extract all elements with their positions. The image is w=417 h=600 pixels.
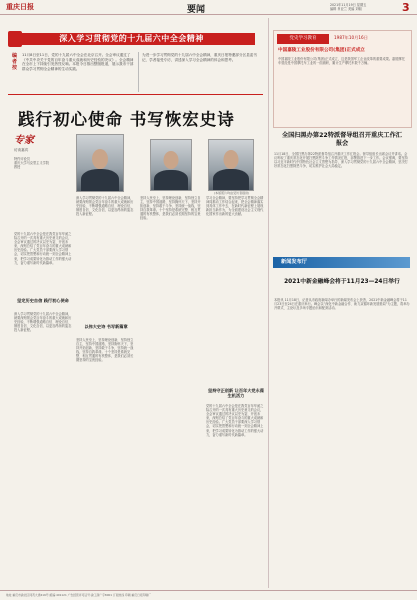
divider bbox=[138, 52, 139, 92]
news-release-bar: 新闻发布厅 bbox=[273, 257, 410, 268]
columnist-bio: 特约评论员 重庆大学马克思主义学院 教授 bbox=[14, 157, 50, 170]
lead-body-right: 为进一步学习贯彻党的十九届六中全会精神，重庆日报特邀部分区县委书记、学者接受专访，讲述深入学习全会精神的体会和思考。 bbox=[142, 53, 257, 62]
history-ad-box bbox=[273, 30, 412, 128]
main-headline: 践行初心使命 书写恢宏史诗 bbox=[18, 110, 235, 129]
story2-headline: 2021中新金融峰会将于11月23—24日举行 bbox=[284, 279, 400, 285]
page-number: 3 bbox=[402, 1, 410, 14]
ad-year: 1987年10月16日 bbox=[334, 35, 368, 40]
article-column-2b: 坚持人民至上，坚持理论创新，坚持独立自主，坚持中国道路，坚持胸怀天下，坚持开拓创新，坚持敢于斗争，坚持统一战线，坚持自我革命。十个坚持是系统完整、相互贯通的有机整体，是我们必须长期坚持的宝贵经验。 bbox=[76, 338, 134, 363]
date-info bbox=[330, 3, 366, 11]
subhead-3: 坚持守正创新 让百年大党永葆生机活力 bbox=[208, 388, 264, 398]
editor-note-label: 编者按 bbox=[12, 53, 18, 71]
article-column-1b: 深入学习贯彻党的十九届六中全会精神，就要深刻领会党百年奋斗的重大成就和历史经验，不断增强道路自信、理论自信、制度自信、文化自信，以更加昂扬的姿态投入新征程。 bbox=[14, 312, 72, 333]
page-footer: 地址:重庆市渝北区同茂大道416号 邮编:401121 广告经营许可证号:渝工商广字8001 订阅热线 印刷:重庆日报印刷厂 bbox=[0, 590, 417, 600]
article-column-4b: 党的十九届六中全会是在我党百年华诞之际召开的一次具有重大历史意义的会议，全会审议通过的决议以史为鉴、开创未来，深刻总结了党百年奋斗的重大成就和历史经验。广大党员干部要深入学习领会，切实把思想和行动统一到全会精神上来，把学习成果转化为推动工作的强大动力，奋力谱写新时代新篇章。 bbox=[206, 404, 264, 437]
photo-caption: (本版照片均由受访者提供) bbox=[214, 191, 250, 195]
story1-body: 11月18日，全国扫黑办第22特派督导组召开重庆工作汇报会。督导组组长出席会议并讲话。会议听取了重庆常态化开展扫黑除恶斗争工作情况汇报，部署推进下一步工作。会议强调，要坚持以习近平新时代中国特色社会主义思想为指导，深入学习贯彻党的十九届六中全会精神，坚决打好常态化扫黑除恶斗争，切实维护社会大局稳定。 bbox=[274, 152, 408, 169]
ad-title: 党史学习教育 bbox=[277, 34, 329, 44]
article-column-1: 党的十九届六中全会是在我党百年华诞之际召开的一次具有重大历史意义的会议，全会审议通过的决议以史为鉴、开创未来，深刻总结了党百年奋斗的重大成就和历史经验。广大党员干部要深入学习领会，切实把思想和行动统一到全会精神上来，把学习成果转化为推动工作的强大动力，奋力谱写新时代新篇章。 bbox=[14, 232, 72, 265]
story1-headline: 全国扫黑办第22特派督导组召开重庆工作汇报会 bbox=[282, 132, 402, 147]
portrait-photo-3 bbox=[208, 139, 254, 191]
lead-body: 11月8日至11日，党的十九届六中全会在北京召开。全会审议通过了《中共中央关于党的百年奋斗重大成就和历史经验的决议》。全会精神在全市上下持续引发热烈反响。本报今日推出整版报道，展示我市干部群众学习贯彻全会精神的生动实践。 bbox=[22, 53, 134, 71]
editor-line: 编辑 肖亚兰 美编 刘朝 bbox=[330, 7, 362, 11]
columnist-logo: 专家 bbox=[14, 135, 34, 146]
ad-body: 中国嘉陵工业股份有限公司(集团)正式成立，这是我国军工企业改革的重要成果。嘉陵摩托车曾经是中国摩托车工业的一面旗帜，累计生产摩托车数千万辆。 bbox=[278, 57, 405, 66]
article-column-4: 学习全会精神，要坚持把学习贯彻全会精神同推动工作结合起来，把全会精神落实到具体工作中去，在新时代新征程上展现新担当新作为，为全面建设社会主义现代化国家作出新的更大贡献。 bbox=[206, 196, 264, 217]
ad-company: 中国嘉陵工业股份有限公司(集团)正式成立 bbox=[278, 48, 365, 53]
topic-banner: 深入学习贯彻党的十九届六中全会精神 bbox=[8, 33, 255, 45]
red-rule bbox=[8, 94, 263, 95]
columnist-box bbox=[14, 131, 72, 227]
columnist-subtitle: 访谈嘉宾 bbox=[14, 148, 29, 152]
portrait-photo-1 bbox=[76, 134, 124, 192]
section-title: 要闻 bbox=[187, 5, 206, 15]
subhead-1: 坚定历史自信 践行初心使命 bbox=[17, 298, 69, 303]
story2-body: 本报讯 11月18日，记者从市政府新闻办举行的新闻发布会上获悉，2021中新金融峰会将于11月23日至24日在重庆举行。峰会以“深化中新金融合作、助力双循环新发展格局”为主题，将举办开幕式、主论坛及多场专题论坛和配套活动。 bbox=[274, 298, 410, 311]
masthead: 重庆日报 bbox=[6, 2, 34, 11]
date-line: 2021年11月19日 星期五 bbox=[330, 3, 367, 7]
portrait-photo-2 bbox=[150, 139, 192, 191]
column-divider bbox=[268, 18, 269, 588]
article-column-2: 深入学习贯彻党的十九届六中全会精神，就要深刻领会党百年奋斗的重大成就和历史经验，不断增强道路自信、理论自信、制度自信、文化自信，以更加昂扬的姿态投入新征程。 bbox=[76, 196, 134, 217]
article-column-3: 坚持人民至上，坚持理论创新，坚持独立自主，坚持中国道路，坚持胸怀天下，坚持开拓创新，坚持敢于斗争，坚持统一战线，坚持自我革命。十个坚持是系统完整、相互贯通的有机整体，是我们必须长期坚持的宝贵经验。 bbox=[140, 196, 201, 221]
subhead-2: 以伟大史诗 书写新篇章 bbox=[84, 324, 128, 329]
